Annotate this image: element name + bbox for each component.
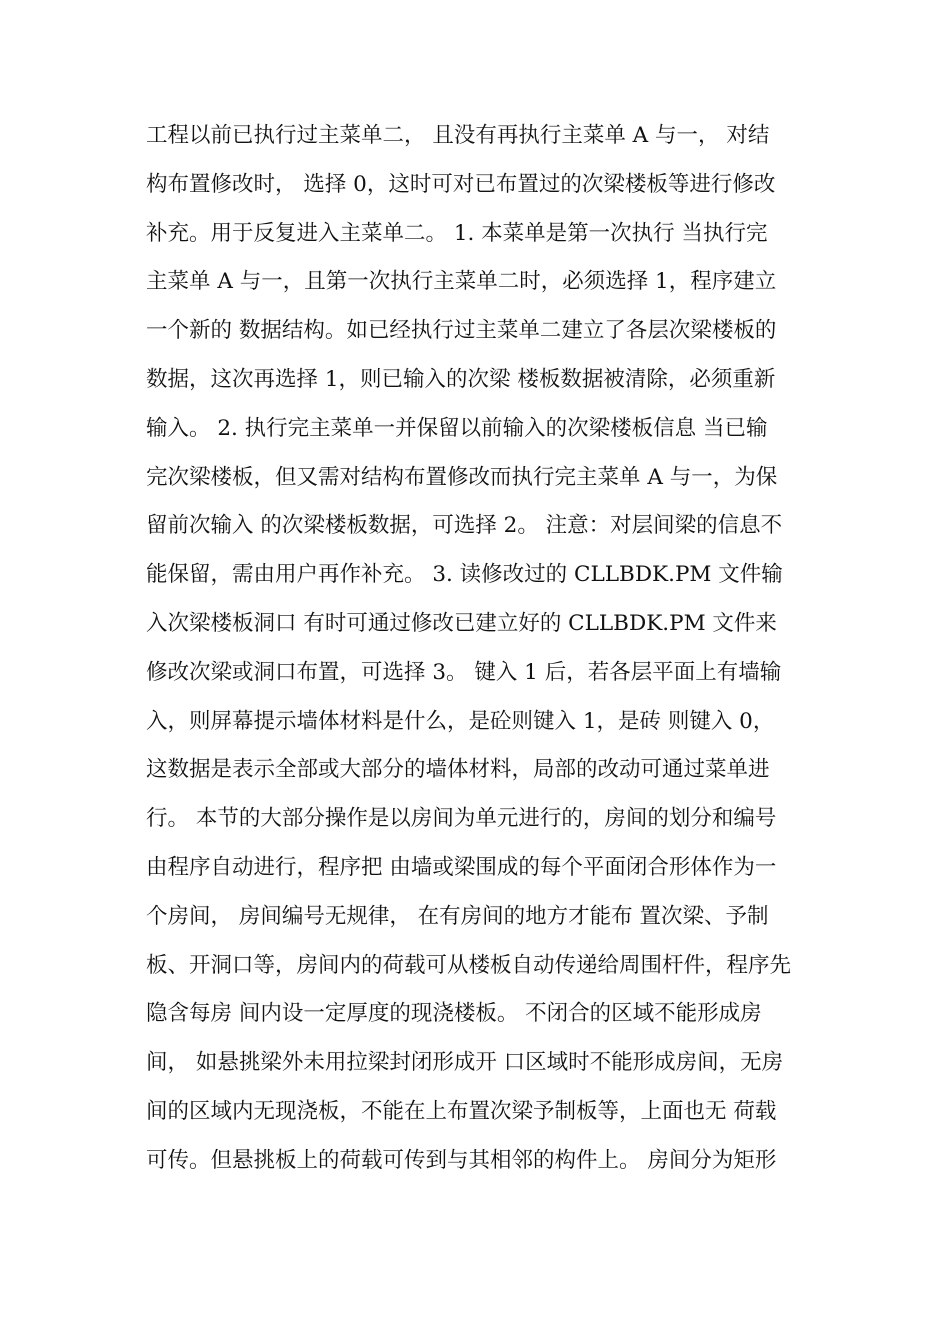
text-line: 完次梁楼板，但又需对结构布置修改而执行完主菜单 A 与一，为保 bbox=[146, 464, 778, 490]
text-line: 数据，这次再选择 1，则已输入的次梁 楼板数据被清除，必须重新 bbox=[146, 366, 776, 392]
text-line: 构布置修改时， 选择 0，这时可对已布置过的次梁楼板等进行修改 bbox=[146, 171, 776, 197]
text-line: 可传。但悬挑板上的荷载可传到与其相邻的构件上。 房间分为矩形 bbox=[146, 1147, 777, 1173]
text-line: 隐含每房 间内设一定厚度的现浇楼板。 不闭合的区域不能形成房 bbox=[146, 1001, 762, 1027]
text-line: 主菜单 A 与一，且第一次执行主菜单二时，必须选择 1，程序建立 bbox=[146, 269, 777, 295]
text-line: 这数据是表示全部或大部分的墙体材料，局部的改动可通过菜单进 bbox=[146, 757, 770, 783]
body-text bbox=[146, 112, 810, 1186]
text-line: 行。 本节的大部分操作是以房间为单元进行的，房间的划分和编号 bbox=[146, 806, 777, 832]
text-line: 入，则屏幕提示墙体材料是什么，是砼则键入 1，是砖 则键入 0， bbox=[146, 708, 775, 734]
text-line: 入次梁楼板洞口 有时可通过修改已建立好的 CLLBDK.PM 文件来 bbox=[146, 610, 777, 636]
text-line: 补充。用于反复进入主菜单二。 1. 本菜单是第一次执行 当执行完 bbox=[146, 220, 768, 246]
text-line: 一个新的 数据结构。如已经执行过主菜单二建立了各层次梁楼板的 bbox=[146, 318, 777, 344]
text-line: 输入。 2. 执行完主菜单一并保留以前输入的次梁楼板信息 当已输 bbox=[146, 415, 768, 441]
text-line: 间， 如悬挑梁外未用拉梁封闭形成开 口区域时不能形成房间，无房 bbox=[146, 1050, 784, 1076]
text-line: 工程以前已执行过主菜单二， 且没有再执行主菜单 A 与一， 对结 bbox=[146, 123, 770, 148]
text-line: 个房间， 房间编号无规律， 在有房间的地方才能布 置次梁、予制 bbox=[146, 903, 769, 929]
text-line: 留前次输入 的次梁楼板数据，可选择 2。 注意：对层间梁的信息不 bbox=[146, 513, 783, 539]
text-line: 由程序自动进行，程序把 由墙或梁围成的每个平面闭合形体作为一 bbox=[146, 854, 777, 880]
text-line: 修改次梁或洞口布置，可选择 3。 键入 1 后，若各层平面上有墙输 bbox=[146, 659, 782, 685]
text-line: 间的区域内无现浇板，不能在上布置次梁予制板等，上面也无 荷载 bbox=[146, 1098, 777, 1124]
text-line: 板、开洞口等，房间内的荷载可从楼板自动传递给周围杆件，程序先 bbox=[146, 952, 792, 978]
text-line: 能保留，需由用户再作补充。 3. 读修改过的 CLLBDK.PM 文件输 bbox=[146, 562, 783, 588]
